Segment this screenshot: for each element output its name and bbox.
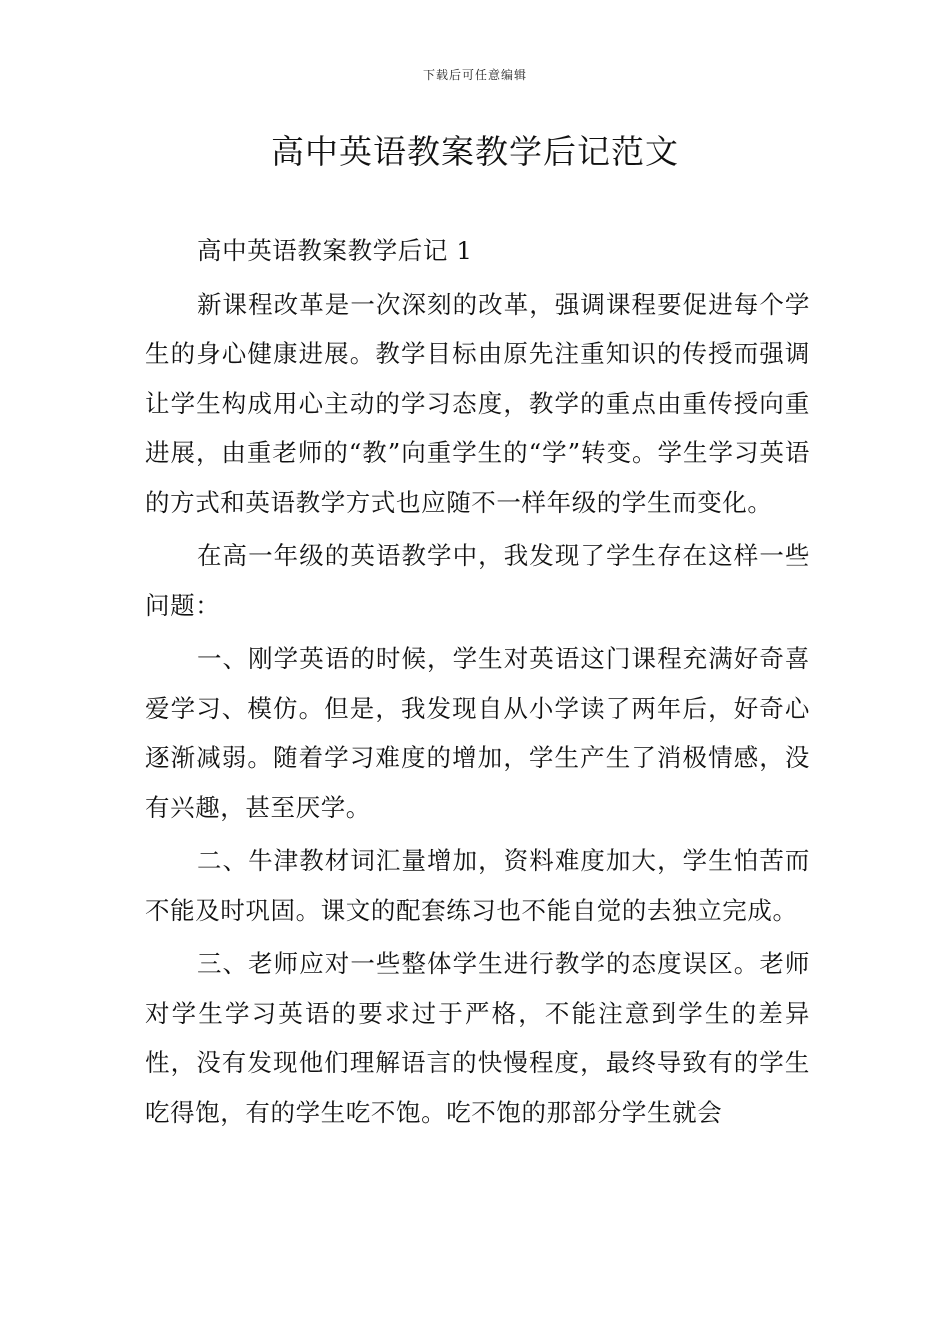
paragraph: 在高一年级的英语教学中，我发现了学生存在这样一些问题： [145, 541, 810, 620]
paragraph: 二、牛津教材词汇量增加，资料难度加大，学生怕苦而不能及时巩固。课文的配套练习也不能自觉的去独立完成。 [145, 846, 810, 925]
document-body [145, 226, 810, 1141]
header-note: 下载后可任意编辑 [422, 68, 527, 82]
section-heading: 高中英语教案教学后记 1 [197, 236, 473, 265]
document-title: 高中英语教案教学后记范文 [271, 132, 679, 171]
paragraph: 一、刚学英语的时候，学生对英语这门课程充满好奇喜爱学习、模仿。但是，我发现自从小学读了两年后，好奇心逐渐减弱。随着学习难度的增加，学生产生了消极情感，没有兴趣，甚至厌学。 [145, 644, 810, 822]
paragraph: 三、老师应对一些整体学生进行教学的态度误区。老师对学生学习英语的要求过于严格，不能注意到学生的差异性，没有发现他们理解语言的快慢程度，最终导致有的学生吃得饱，有的学生吃不饱。吃不饱的那部分学生就会 [145, 949, 810, 1127]
paragraph: 新课程改革是一次深刻的改革，强调课程要促进每个学生的身心健康进展。教学目标由原先注重知识的传授而强调让学生构成用心主动的学习态度，教学的重点由重传授向重进展，由重老师的“教”向重学生的“学”转变。学生学习英语的方式和英语教学方式也应随不一样年级的学生而变化。 [145, 289, 810, 517]
